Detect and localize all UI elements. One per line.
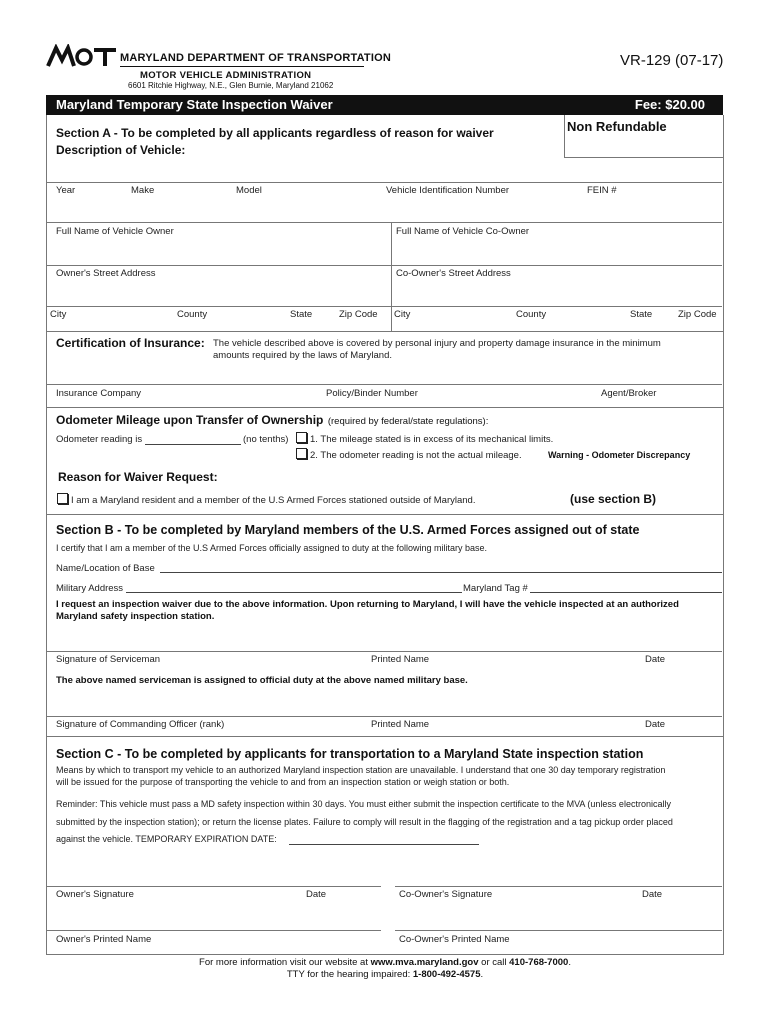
year-label: Year [56,185,76,196]
reminder-text: submitted by the inspection station); or return the license plates. Failure to comply will result in the flagging of the registration and a tag pickup order placed [56,817,673,827]
printed-name-label: Printed Name [371,719,430,730]
insurance-company-label: Insurance Company [56,388,142,399]
date-label: Date [645,719,666,730]
odometer-option-1[interactable] [296,432,553,445]
base-label: Name/Location of Base [56,563,155,574]
tag-label: Maryland Tag # [463,583,528,594]
odometer-option-2[interactable] [296,448,522,461]
coowner-address-label: Co-Owner's Street Address [396,268,511,279]
section-b-heading: Section B - To be completed by Maryland members of the U.S. Armed Forces assigned out of state [56,523,640,537]
owner-date-label: Date [306,889,327,900]
checkbox-icon[interactable] [296,448,307,459]
owner-address-label: Owner's Street Address [56,268,156,279]
section-a-heading: Section A - To be completed by all applicants regardless of reason for waiver [56,126,494,140]
odometer-note: (required by federal/state regulations): [327,416,489,427]
insurance-heading: Certification of Insurance: [56,336,205,350]
footer-text: TTY for the hearing impaired: [286,969,413,980]
coowner-name-label: Full Name of Vehicle Co-Owner [396,226,530,237]
request-text: I request an inspection waiver due to the above information. Upon returning to Maryland, I will have the vehicle inspected at an authorized [56,599,679,610]
zip-label: Zip Code [339,309,378,320]
odometer-heading-row [56,411,488,429]
form-number: VR-129 (07-17) [620,52,724,69]
coowner-printed-line[interactable] [395,930,722,931]
coowner-printed-label: Co-Owner's Printed Name [399,934,510,945]
use-section-b: (use section B) [570,492,657,506]
owner-name-label: Full Name of Vehicle Owner [56,226,174,237]
agent-broker-label: Agent/Broker [601,388,657,399]
no-tenths-label: (no tenths) [243,434,289,445]
agency-name: MOTOR VEHICLE ADMINISTRATION [140,70,312,81]
reason-heading: Reason for Waiver Request: [58,470,218,484]
coowner-signature-label: Co-Owner's Signature [399,889,493,900]
state-label: State [290,309,313,320]
owner-printed-line[interactable] [46,930,381,931]
description-of-vehicle: Description of Vehicle: [56,143,186,157]
officer-signature-line[interactable] [46,716,722,717]
printed-name-label: Printed Name [371,654,430,665]
means-text: will be issued for the purpose of transporting the vehicle to and from an inspection station or weigh station or both. [56,777,510,787]
footer-text: or call [478,957,510,968]
coowner-zip-label: Zip Code [678,309,717,320]
footer-text: . [480,969,484,980]
insurance-text: The vehicle described above is covered by personal injury and property damage insurance in the minimum [213,338,661,349]
fein-label: FEIN # [587,185,617,196]
footer-line-1 [0,957,770,968]
owner-printed-label: Owner's Printed Name [56,934,152,945]
coowner-date-label: Date [642,889,663,900]
policy-number-label: Policy/Binder Number [326,388,418,399]
odometer-reading-field[interactable] [145,434,241,445]
assigned-text: The above named serviceman is assigned to official duty at the above named military base. [56,675,468,686]
tty-number: 1-800-492-4575 [412,969,481,980]
mdot-logo [46,44,118,68]
reminder-text: against the vehicle. TEMPORARY EXPIRATION DATE: [56,834,277,844]
checkbox-icon[interactable] [57,493,68,504]
column-divider [391,222,392,331]
county-label: County [177,309,208,320]
military-address-label: Military Address [56,583,124,594]
date-label: Date [645,654,666,665]
phone-number: 410-768-7000 [509,957,569,968]
non-refundable-label: Non Refundable [567,119,667,134]
odometer-reading-label: Odometer reading is [56,434,143,445]
divider [46,384,722,385]
option-label: 1. The mileage stated is in excess of its mechanical limits. [310,434,554,445]
website-link[interactable]: www.mva.maryland.gov [370,957,479,968]
military-address-field[interactable] [126,592,462,593]
reason-option[interactable] [57,493,475,506]
footer-line-2 [0,969,770,980]
owner-signature-line[interactable] [46,886,381,887]
coowner-signature-line[interactable] [395,886,722,887]
city-label: City [50,309,67,320]
certify-text: I certify that I am a member of the U.S Armed Forces officially assigned to duty at the following military base. [56,543,488,553]
checkbox-icon[interactable] [296,432,307,443]
section-c-heading: Section C - To be completed by applicants for transportation to a Maryland State inspection station [56,747,644,761]
expiration-date-field[interactable] [289,844,479,845]
divider [46,182,722,183]
dept-underline [120,66,364,67]
insurance-text: amounts required by the laws of Maryland. [213,350,393,361]
odometer-heading: Odometer Mileage upon Transfer of Ownership [56,413,324,427]
serviceman-signature-label: Signature of Serviceman [56,654,161,665]
footer-text: . [568,957,571,968]
agency-address: 6601 Ritchie Highway, N.E., Glen Burnie, Maryland 21062 [128,81,334,90]
option-label: I am a Maryland resident and a member of the U.S Armed Forces stationed outside of Maryland. [71,495,476,506]
odometer-warning: Warning - Odometer Discrepancy [548,450,691,460]
make-label: Make [131,185,155,196]
divider [46,222,722,223]
officer-signature-label: Signature of Commanding Officer (rank) [56,719,225,730]
fee-label: Fee: $20.00 [634,97,705,112]
base-field[interactable] [160,572,722,573]
coowner-state-label: State [630,309,653,320]
model-label: Model [236,185,262,196]
form-title: Maryland Temporary State Inspection Waiver [56,97,333,112]
tag-field[interactable] [530,592,722,593]
owner-signature-label: Owner's Signature [56,889,134,900]
divider [46,265,722,266]
footer-text: For more information visit our website at [199,957,371,968]
means-text: Means by which to transport my vehicle to an authorized Maryland inspection station are unavailable. I understand that one 30 day temporary registration [56,765,666,775]
reminder-text: Reminder: This vehicle must pass a MD safety inspection within 30 days. You must either submit the inspection certificate to the MVA (unless electronically [56,799,671,809]
coowner-city-label: City [394,309,411,320]
request-text: Maryland safety inspection station. [56,611,215,622]
option-label: 2. The odometer reading is not the actual mileage. [310,450,522,461]
coowner-county-label: County [516,309,547,320]
divider [46,306,722,307]
vin-label: Vehicle Identification Number [386,185,510,196]
serviceman-signature-line[interactable] [46,651,722,652]
department-name: MARYLAND DEPARTMENT OF TRANSPORTATION [120,52,391,64]
title-bar [46,95,723,115]
